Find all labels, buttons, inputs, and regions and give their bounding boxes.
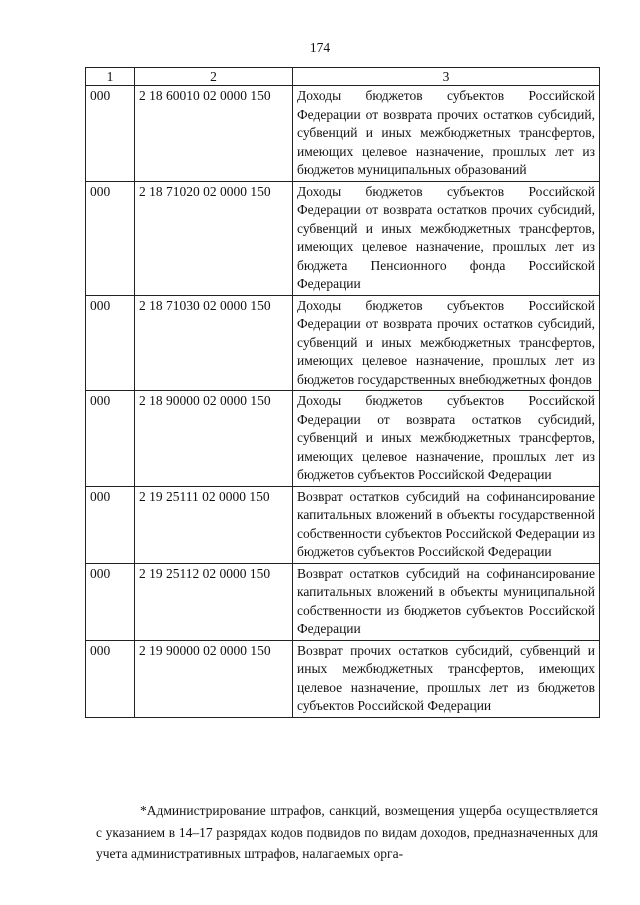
table-row: [86, 640, 600, 717]
revenue-name-cell: Доходы бюджетов субъектов Российской Федерации от возврата остатков субсидий, субвенций и иных межбюджетных трансфертов, имеющих целевое назначение, прошлых лет из бюджетов субъектов Российской Федерации: [293, 391, 600, 487]
admin-code-cell: 000: [86, 181, 135, 295]
admin-code-cell: 000: [86, 640, 135, 717]
revenue-name-cell: Доходы бюджетов субъектов Российской Федерации от возврата прочих остатков субсидий, субвенций и иных межбюджетных трансфертов, имеющих целевое назначение, прошлых лет из бюджетов государственных внебюджетных фондов: [293, 295, 600, 391]
table-row: [86, 295, 600, 391]
budget-code-cell: 2 19 90000 02 0000 150: [135, 640, 293, 717]
column-header-admin: 1: [86, 68, 135, 86]
admin-code-cell: 000: [86, 86, 135, 182]
revenue-name-cell: Возврат прочих остатков субсидий, субвенций и иных межбюджетных трансфертов, имеющих целевое назначение, прошлых лет из бюджетов субъектов Российской Федерации: [293, 640, 600, 717]
revenue-name-cell: Доходы бюджетов субъектов Российской Федерации от возврата остатков прочих субсидий, субвенций и иных межбюджетных трансфертов, имеющих целевое назначение, прошлых лет из бюджета Пенсионного фонда Российской Федерации: [293, 181, 600, 295]
admin-code-cell: 000: [86, 486, 135, 563]
revenue-codes-table: [85, 67, 600, 718]
table-row: [86, 86, 600, 182]
budget-code-cell: 2 18 60010 02 0000 150: [135, 86, 293, 182]
table-row: [86, 563, 600, 640]
budget-code-cell: 2 19 25112 02 0000 150: [135, 563, 293, 640]
column-header-code: 2: [135, 68, 293, 86]
budget-code-cell: 2 19 25111 02 0000 150: [135, 486, 293, 563]
table-row: [86, 486, 600, 563]
table-row: [86, 181, 600, 295]
footnote-paragraph: *Администрирование штрафов, санкций, возмещения ущерба осуществляется с указанием в 14–17 разрядах кодов подвидов по видам доходов, предназначенных для учета административных штрафов, налагаемых орга-: [96, 803, 598, 861]
table-row: [86, 391, 600, 487]
revenue-name-cell: Возврат остатков субсидий на софинансирование капитальных вложений в объекты государственной собственности субъектов Российской Федерации из бюджетов субъектов Российской Федерации: [293, 486, 600, 563]
budget-code-cell: 2 18 71020 02 0000 150: [135, 181, 293, 295]
admin-code-cell: 000: [86, 391, 135, 487]
column-header-name: 3: [293, 68, 600, 86]
revenue-name-cell: Доходы бюджетов субъектов Российской Федерации от возврата прочих остатков субсидий, субвенций и иных межбюджетных трансфертов, имеющих целевое назначение, прошлых лет из бюджетов муниципальных образований: [293, 86, 600, 182]
revenue-name-cell: Возврат остатков субсидий на софинансирование капитальных вложений в объекты муниципальной собственности из бюджетов субъектов Российской Федерации: [293, 563, 600, 640]
admin-code-cell: 000: [86, 295, 135, 391]
budget-code-cell: 2 18 90000 02 0000 150: [135, 391, 293, 487]
page-number: 174: [309, 40, 331, 55]
table-header-row: [86, 68, 600, 86]
admin-code-cell: 000: [86, 563, 135, 640]
budget-code-cell: 2 18 71030 02 0000 150: [135, 295, 293, 391]
